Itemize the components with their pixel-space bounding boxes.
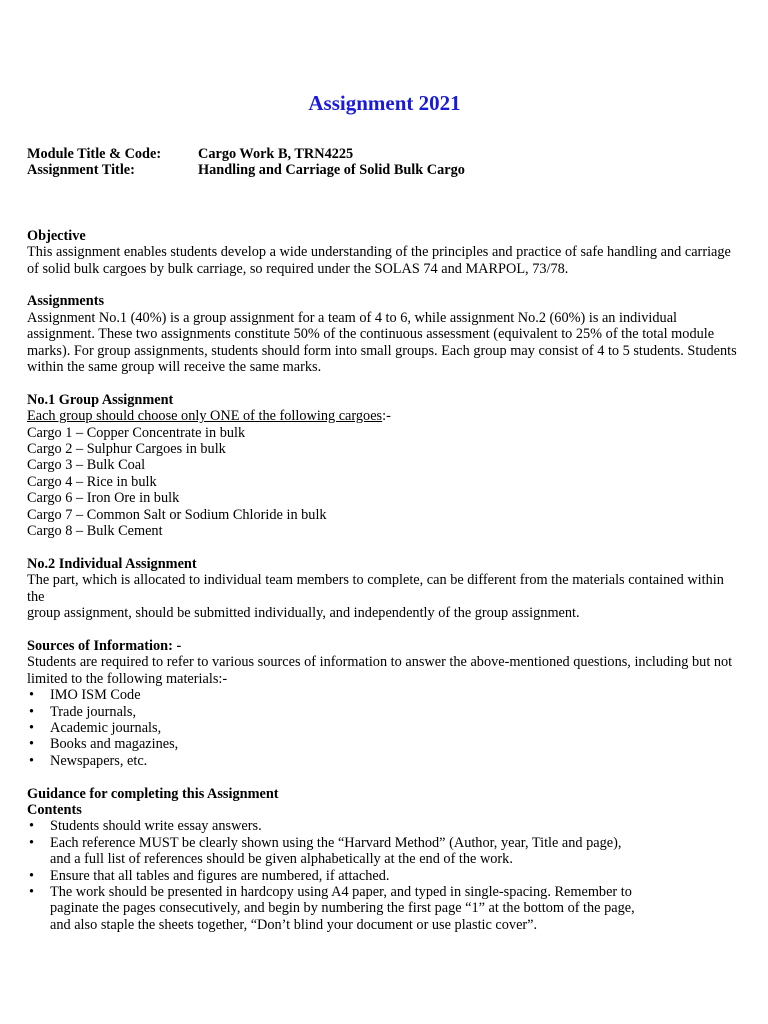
cargo-item: Cargo 2 – Sulphur Cargoes in bulk xyxy=(27,441,226,458)
cargo-item: Cargo 3 – Bulk Coal xyxy=(27,457,146,474)
guidance-list xyxy=(27,818,742,933)
cargo-item: Cargo 7 – Common Salt or Sodium Chloride in bulk xyxy=(27,506,327,523)
sources-line: limited to the following materials:- xyxy=(27,670,228,687)
bullet-icon: • xyxy=(29,736,35,753)
cargo-list xyxy=(27,425,742,540)
individual-assignment-section xyxy=(27,556,742,622)
guidance-line: and also staple the sheets together, “Don’t blind your document or use plastic cover”. xyxy=(50,916,538,933)
objective-line: This assignment enables students develop a wide understanding of the principles and practice of safe handling and carriage xyxy=(27,244,731,261)
group-assignment-instruction xyxy=(27,408,742,424)
assignments-line: Assignment No.1 (40%) is a group assignment for a team of 4 to 6, while assignment No.2 (60%) is an individual xyxy=(27,309,678,326)
guidance-line: Each reference MUST be clearly shown using the “Harvard Method” (Author, year, Title and page), xyxy=(50,834,622,851)
objective-section xyxy=(27,228,742,277)
guidance-line: Ensure that all tables and figures are numbered, if attached. xyxy=(50,867,390,884)
bullet-icon: • xyxy=(29,719,35,736)
individual-assignment-line: The part, which is allocated to individual team members to complete, can be different from the materials contained within the xyxy=(27,572,724,605)
assignments-line: assignment. These two assignments constitute 50% of the continuous assessment (equivalent to 25% of the total module xyxy=(27,326,715,343)
guidance-line: and a full list of references should be given alphabetically at the end of the work. xyxy=(50,851,513,868)
cargo-item: Cargo 4 – Rice in bulk xyxy=(27,473,157,490)
instruction-suffix: :- xyxy=(382,408,391,425)
guidance-line: The work should be presented in hardcopy using A4 paper, and typed in single-spacing. Remember to xyxy=(50,883,632,900)
bullet-icon: • xyxy=(29,818,35,835)
list-item xyxy=(27,884,742,933)
list-item xyxy=(27,753,742,769)
assignments-line: within the same group will receive the same marks. xyxy=(27,359,322,376)
guidance-heading: Guidance for completing this Assignment xyxy=(27,785,279,802)
assignments-section xyxy=(27,293,742,375)
module-row xyxy=(27,146,742,162)
bullet-icon: • xyxy=(29,883,35,900)
objective-line: of solid bulk cargoes by bulk carriage, so required under the SOLAS 74 and MARPOL, 73/78. xyxy=(27,260,569,277)
assignment-title-label: Assignment Title: xyxy=(27,162,135,179)
module-label: Module Title & Code: xyxy=(27,146,162,162)
bullet-icon: • xyxy=(29,703,35,720)
list-item xyxy=(27,868,742,884)
assignments-heading: Assignments xyxy=(27,293,105,310)
source-item-text: Academic journals, xyxy=(50,719,162,736)
document-title: Assignment 2021 xyxy=(308,91,461,115)
list-item xyxy=(27,818,742,834)
cargo-item: Cargo 6 – Iron Ore in bulk xyxy=(27,490,180,507)
bullet-icon: • xyxy=(29,752,35,769)
sources-line: Students are required to refer to various sources of information to answer the above-mentioned questions, including but not xyxy=(27,654,733,671)
sources-section xyxy=(27,638,742,769)
guidance-line: Students should write essay answers. xyxy=(50,818,262,835)
group-assignment-section xyxy=(27,392,742,540)
objective-heading: Objective xyxy=(27,227,86,244)
list-item xyxy=(27,835,742,868)
bullet-icon: • xyxy=(29,834,35,851)
instruction-underlined-text: Each group should choose only ONE of the following cargoes xyxy=(27,408,383,425)
assignment-title-row xyxy=(27,162,742,178)
bullet-icon: • xyxy=(29,867,35,884)
guidance-section xyxy=(27,786,742,934)
list-item xyxy=(27,704,742,720)
individual-assignment-line: group assignment, should be submitted individually, and independently of the group assignment. xyxy=(27,605,580,622)
guidance-line: paginate the pages consecutively, and begin by numbering the first page “1” at the bottom of the page, xyxy=(50,900,635,917)
assignment-title-value: Handling and Carriage of Solid Bulk Cargo xyxy=(198,162,465,179)
sources-list xyxy=(27,687,742,769)
sources-heading: Sources of Information: - xyxy=(27,637,182,654)
bullet-icon: • xyxy=(29,687,35,704)
assignments-line: marks). For group assignments, students should form into small groups. Each group may consist of 4 to 5 students. Students xyxy=(27,342,737,359)
group-assignment-heading: No.1 Group Assignment xyxy=(27,391,174,408)
source-item-text: Newspapers, etc. xyxy=(50,752,148,769)
module-value: Cargo Work B, TRN4225 xyxy=(198,146,354,162)
source-item-text: IMO ISM Code xyxy=(50,687,141,704)
source-item-text: Trade journals, xyxy=(50,703,137,720)
cargo-item: Cargo 8 – Bulk Cement xyxy=(27,523,163,540)
contents-subheading: Contents xyxy=(27,801,82,818)
list-item xyxy=(27,687,742,703)
individual-assignment-heading: No.2 Individual Assignment xyxy=(27,555,197,572)
document-page xyxy=(27,90,742,933)
list-item xyxy=(27,736,742,752)
list-item xyxy=(27,720,742,736)
source-item-text: Books and magazines, xyxy=(50,736,179,753)
cargo-item: Cargo 1 – Copper Concentrate in bulk xyxy=(27,424,246,441)
